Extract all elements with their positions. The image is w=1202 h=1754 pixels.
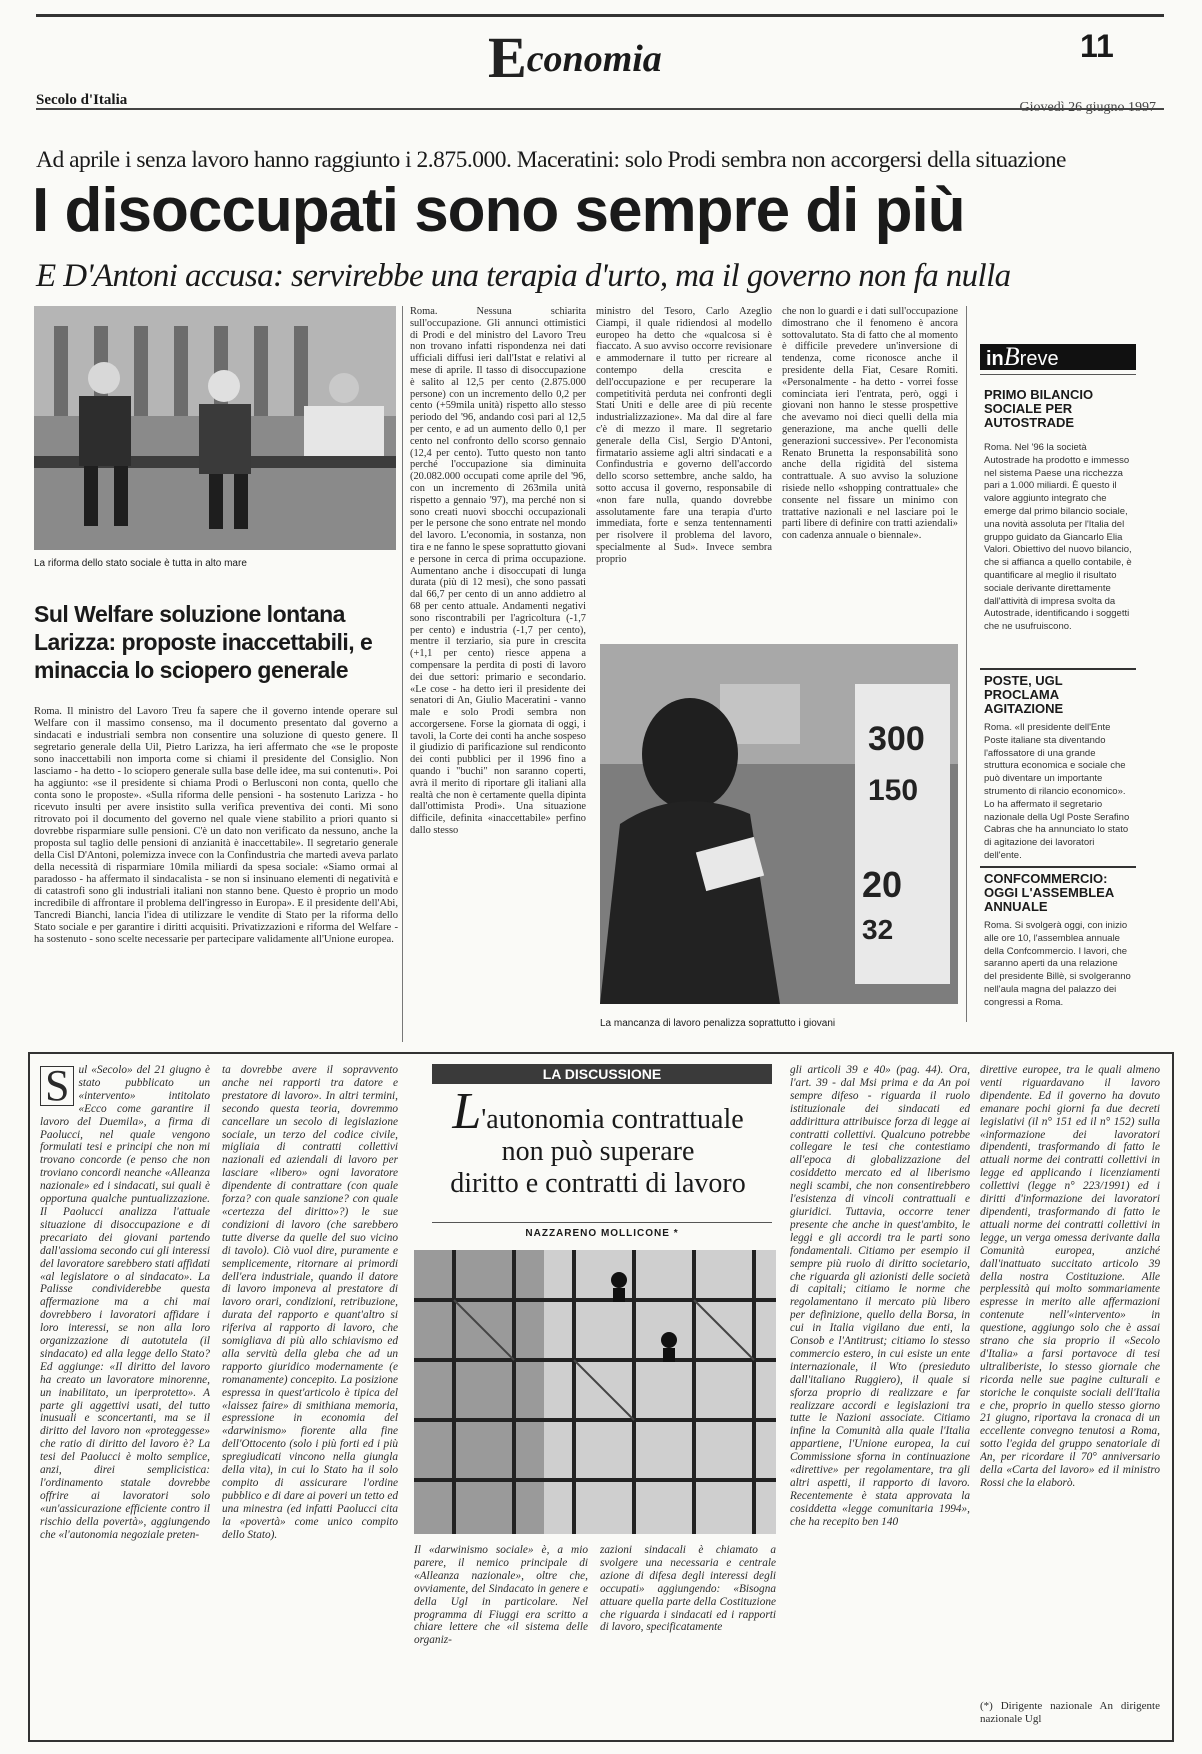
main-col-1: Roma. Nessuna schiarita sull'occupazione. Gli annunci ottimistici di Prodi e del ministro del Lavoro Treu non trovano infatti rispondenza nei dati ufficiali diffusi ieri dall'Istat e relativi al mese di aprile. Il tasso di disoccupazione è salito al 12,5 per cento (2.875.000 persone) con un incremento dello 0,2 per cento (+59mila unità) rispetto allo stesso periodo del '96, andando così pari al 12,5 per cento, e ad un aumento dello 0,1 per cento nel confronto dello scorso gennaio (12,4 per cento). Tutto questo non tanto perché l'occupazione sia diminuita (20.082.000 occupati come aprile del '96, con un incremento di 263mila unità rispetto a gennaio '97), ma perché non si sono creati nuovi sbocchi occupazionali per le persone che sono entrate nel mondo del lavoro. L'economia, in sostanza, non tira e ne fanno le spese soprattutto giovani e persone in cerca di prima occupazione. Aumentano anche i disoccupati di lunga durata (più di 12 mesi), che sono passati dal 66,7 per cento di un anno addietro al 68 per cento attuale. Andamenti negativi sono riscontrabili per l'agricoltura (-1,7 per cento) e industria (-1,7 per cento), mentre il terziario, sia pure in crescita (+1,1 per cento) riesce appena a compensare la perdita di posti di lavoro dei due settori: primario e secondario. «Le cose - ha detto ieri il presidente dei senatori di An, Giulio Maceratini - vanno male e solo Prodi sembra non accorgersene. Forse la giornata di oggi, i tavoli, la Corte dei conti ha anche sospeso il giudizio di parificazione sul rendiconto dei conti pubblici per il 1996 fino a quando i "buchi" non saranno coperti, avrà il merito di riportare gli italiani alla realtà che non è certamente quella dipinta dall'ottimista Prodi». Una situazione difficile, definita «inaccettabile» perfino dallo stesso <box>410 306 586 837</box>
in-breve-b: B <box>1003 342 1020 371</box>
kicker: Ad aprile i senza lavoro hanno raggiunto i 2.875.000. Maceratini: solo Prodi sembra non accorgersi della situazione <box>36 147 1066 173</box>
discussion-footnote: (*) Dirigente nazionale An dirigente nazionale Ugl <box>980 1700 1160 1725</box>
header-rule <box>36 108 1164 110</box>
photo2-caption: La mancanza di lavoro penalizza soprattutto i giovani <box>600 1018 836 1029</box>
discussion-title-rule <box>432 1222 772 1223</box>
brief-body-3: Roma. Si svolgerà oggi, con inizio alle ore 10, l'assemblea annuale della Confcommercio. I lavori, che saranno aperti da una relazione del presidente Billè, si svolgeranno nell'aula magna del palazzo dei congressi a Roma. <box>984 920 1131 1008</box>
discussion-col-3b: zazioni sindacali è chiamato a svolgere una necessaria e centrale azione di difesa degli interessi degli occupati» aggiungendo: «Bisogna attuare quella parte della Costituzione che riguarda i sindacati ed i rapporti di lavoro, specificatamente <box>600 1544 776 1634</box>
in-breve-in: in <box>986 348 1004 370</box>
discussion-banner: LA DISCUSSIONE <box>432 1064 772 1084</box>
kiosk-number-4: 32 <box>862 914 894 945</box>
kiosk-number-3: 20 <box>862 864 903 905</box>
headline: I disoccupati sono sempre di più <box>32 176 965 245</box>
discussion-col-5: direttive europee, tra le quali almeno venti riguardavano il lavoro dipendente. Ed il governo ha dovuto emanare pochi giorni fa due decreti legislativi (il n° 151 ed il n° 152) sulla «informazione dei lavoratori dipendenti, trasformando di fatto le attuali norme dei contratti collettivi in legge ed applicando i licenziamenti collettivi (legge n° 223/1991) ed i diritti d'informazione dei lavoratori dipendenti, trasformando di fatto le attuali norme dei contratti collettivi in legge, un verga omessa derivante dalla Comunità europea, anziché dall'inattuato succitato articolo 39 della nostra Costituzione. Alle perplessità qui molto sommariamente espresse in merito alle affermazioni contenute nell'«intervento» in questione, aggiungo solo che è assai strano che sia proprio il «Secolo d'Italia» a farsi portavoce di tesi ultraliberiste, lo stesso giornale che ricorda nelle sue pagine culturali e storiche le conquiste sociali dell'Italia e che, proprio in quello stesso giorno 21 giugno, riportava la cronaca di un eccellente convegno tenutosi a Roma, sotto l'egida del gruppo senatoriale di An, per ricordare il 70° anniversario della «Carta del lavoro» ed il ministro Rossi che la elaborò. <box>980 1064 1160 1489</box>
header-date: Giovedì 26 giugno 1997 <box>1019 100 1156 115</box>
scaffolding-illustration <box>414 1250 776 1534</box>
photo-scaffolding <box>414 1250 776 1534</box>
welfare-body: Roma. Il ministro del Lavoro Treu fa sapere che il governo intende operare sul Welfare con il massimo consenso, ma il documento presentato dal governo a sindacati e industriali sembra non consentire una soluzione di questo genere. Il segretario generale della Uil, Pietro Larizza, ha ieri affermato che «se le proposte sono inaccettabili non importa come si chiami il presidente del Consiglio. Non lasciamo - ha detto - lo sciopero generale sulla base delle idee, ma sui contenuti». Poi ha aggiunto: «se il presidente si chiama Prodi o Berlusconi non conta, quello che conta sono le proposte». «Sulla riforma delle pensioni - ha sostenuto Larizza - ho ricevuto insulti per avere insistito sulla verifica preventiva dei conti. Mi sono ritrovato poi il documento del governo nel quale viene stabilito a priori quanto si dovrebbe risparmiare sulle pensioni. C'è un dato non verificato da nessuno, anche la proposta sul taglio delle pensioni di anzianità è inaccettabile». Il segretario generale della Cisl D'Antoni, polemizza invece con la Confindustria che martedì aveva parlato della necessità di risparmiare 10mila miliardi da spesa sociale: «Siamo ormai al paradosso - ha affermato il sindacalista - se non si insinuano elementi di negatività e di catastrofi sono gli industriali italiani non stanno bene. Questo è proprio un modo incredibile di affrontare il problema dell'ingresso in Europa». E il presidente dell'Abi, Tancredi Bianchi, lancia l'idea di utilizzare le vendite di Stato per la riforma dello Stato sociale e per garantire i diritti acquisiti. Privatizzazioni e riforma del Welfare - ha sostenuto - sono scelte necessarie per partecipare validamente all'Unione europea. <box>34 706 398 945</box>
discussion-title-line1: 'autonomia contrattuale <box>481 1104 744 1135</box>
discussion-col-1 <box>40 1064 210 1736</box>
youth-newsstand-illustration <box>600 644 958 1004</box>
discussion-title-line2: non può superare <box>501 1136 695 1167</box>
column-rule <box>402 306 403 1042</box>
brief-title-3: CONFCOMMERCIO: OGGI L'ASSEMBLEA ANNUALE <box>984 871 1114 914</box>
discussion-author: NAZZARENO MOLLICONE * <box>525 1228 679 1239</box>
brief-divider <box>980 668 1136 670</box>
discussion-col-3a: Il «darwinismo sociale» è, a mio parere, il nemico principale di «Alleanza nazionale», oltre che, ovviamente, del Sindacato in genere e della Ugl in particolare. Nel programma di Fiuggi era scritto a chiare lettere che «il sistema delle organiz- <box>414 1544 588 1647</box>
brief-body-1: Roma. Nel '96 la società Autostrade ha prodotto e immesso nel sistema Paese una ricchezza pari a 1.000 miliardi. È questo il valore aggiunto integrato che emerge dal primo bilancio sociale, una novità assoluta per l'Italia del gruppo guidato da Giancarlo Elia Valori. Obiettivo del nuovo bilancio, che si affianca a quello contabile, è quantificare al meglio il risultato sociale derivante direttamente dall'attività di impresa svolta da Autostrade, identificando i soggetti che ne usufruiscono. <box>984 442 1132 633</box>
main-col-2: ministro del Tesoro, Carlo Azeglio Ciampi, il quale ridiendosi al modello europeo ha detto che «qualcosa si è fiaccato. A suo avviso occorre revisionare e ammodernare il tutto per ricreare al contempo della crescita e dell'occupazione e per recuperare la competitività perduta nei confronti degli Stati Uniti e delle aree di più recente industrializzazione». Ma dal dire al fare c'è di mezzo il mare. Il segretario generale della Cisl, Sergio D'Antoni, firmatario assieme agli altri sindacati e a Confindustria e governo dell'accordo dello scorso settembre, anche saldo, ha sotto accusa il governo, responsabile di «non fare nulla, quando dovrebbe assolutamente fare una terapia d'urto immediata, forte e senza tentennamenti per risolvere il problema del lavoro, specialmente al Sud». Invece sembra proprio <box>596 306 772 565</box>
newspaper-name: Secolo d'Italia <box>36 92 128 108</box>
brief-body-2: Roma. «Il presidente dell'Ente Poste italiane sta diventando l'affossatore di una grande struttura economica e sociale che può diventare un importante strumento di rilancio economico». Lo ha affermato il segretario nazionale della Ugl Poste Serafino Cabras che ha annunciato lo stato di agitazione dei lavoratori dell'ente. <box>984 722 1130 861</box>
discussion-title-line3: diritto e contratti di lavoro <box>450 1168 746 1199</box>
in-breve-rule <box>980 374 1136 375</box>
welfare-headline: Sul Welfare soluzione lontana Larizza: proposte inaccettabili, e minaccia lo sciopero generale <box>34 601 373 683</box>
page-number: 11 <box>1080 28 1114 64</box>
in-breve-box <box>980 344 1136 370</box>
discussion-col-4: gli articoli 39 e 40» (pag. 44). Ora, l'art. 39 - dal Msi prima e da An poi sempre difeso - riguarda il ruolo istituzionale dei sindacati ed addirittura attribuisce forza di legge ai contratti collettivi. Qualcuno potrebbe collegare le tesi che contestiamo all'epoca di globalizzazione del cosiddetto mercato ed al liberismo negli scambi, che non consentirebbero l'esistenza di vincoli contrattuali e giuridici. Tuttavia, occorre tener presente che anche in quest'ambito, le leggi e gli accordi tra le parti sono fondamentali. Citiamo per esempio il sempre più ruolo di diritto societario, che riguarda gli azionisti delle società di capitali; citiamo le norme che regolamentano il mercato più libero per definizione, quello della Borsa, in cui in Italia vigilano due enti, la Consob e l'Antitrust; citiamo lo stesso commercio estero, in cui esiste un ente internazionale, il Wto (presieduto dall'italiano Ruggiero), il quale si sforza proprio di realizzare e far realizzare accordi e legislazioni tra tutte le Nazioni associate. Citiamo infine la Comunità alla quale l'Italia appartiene, l'Unione europea, la cui Commissione sforna in continuazione «direttive» per regolamentare, tra gli altri aspetti, il rapporto di lavoro. Recentemente è stata approvata la cosiddetta «legge comunitaria 1994», che ha recepito ben 140 <box>790 1064 970 1528</box>
section-title <box>488 25 662 90</box>
photo1-caption: La riforma dello stato sociale è tutta in alto mare <box>34 558 247 569</box>
discussion-col-1-text: ul «Secolo» del 21 giugno è stato pubblicato un «intervento» intitolato «Ecco come garantire il lavoro del Duemila», a firma di Paolucci, nel quale vengono formulati tesi e principi che non mi trovano concorde (e penso che non troviano concordi neanche «Alleanza nazionale» ed i sindacati, sui quali è opportuna qualche puntualizzazione. Il Paolucci analizza l'attuale situazione di disoccupazione e di precariato dei giovani partendo dall'assioma secondo cui gli interessi del lavoratore sarebbero stati affidati «al legislatore o al sindacato». La Palisse condividerebbe questa affermazione ma a chi mai dovrebbero i lavoratori affidare i loro interessi, se non alla loro organizzazione di autotutela (il sindacato) ed alla legge dello Stato? Ed aggiunge: «Il diritto del lavoro ha creato un lavoratore minorenne, un inabilitato, un iperprotetto». A parte gli aggettivi usati, del tutto inusuali e sconcertanti, ma se il diritto del lavoro non «proteggesse» che ratio di diritto del lavoro è? La tesi del Paolucci è molto semplice, anzi, direi semplicistica: l'ordinamento statale dovrebbe offrire ai lavoratori solo «un'assicurazione efficiente contro il rischio della povertà», aggiungendo che «l'autonomia negoziale preten- <box>40 1064 210 1541</box>
discussion-col-2: ta dovrebbe avere il sopravvento anche nei rapporti tra datore e prestatore di lavoro». In altri termini, secondo questa teoria, dovremmo cancellare un secolo di legislazione sociale, un terzo del codice civile, migliaia di contratti collettivi nazionali ed aziendali di lavoro per lasciare «libero» ogni lavoratore dipendente di contrattare (con quale forza? con quale sanzione? con quale «certezza del diritto»?) le sue condizioni di lavoro (che sarebbero tutte diverse da quelle del suo vicino di tavolo). Ciò vuol dire, puramente e semplicemente, ritornare ai primordi dell'era industriale, quando il datore di lavoro imponeva al prestatore di lavoro orari, condizioni, retribuzione, durata del rapporto e quant'altro si riferiva al rapporto di lavoro, che somigliava di più allo schiavismo ed alla servitù della gleba che ad un rapporto giuridico modernamente (e romanamente) concepito. La posizione espressa in quest'articolo è tipica del «laissez faire» di smithiana memoria, espressione in economia del «darwinismo» fiorente alla fine dell'Ottocento (solo i più forti ed i più spregiudicati vincono nella giungla della vita), in cui lo Stato ha il solo compito di assicurare l'ordine pubblico e di dare ai poveri un tetto ed una minestra (ed infatti Paolucci cita la «povertà» come unico compito dello Stato). <box>222 1064 398 1541</box>
column-rule <box>966 306 967 1022</box>
kiosk-number-1: 300 <box>868 720 925 758</box>
subheadline: E D'Antoni accusa: servirebbe una terapia d'urto, ma il governo non fa nulla <box>36 258 1011 294</box>
section-initial: E <box>488 25 527 90</box>
discussion-title <box>418 1083 778 1200</box>
brief-title-1: PRIMO BILANCIO SOCIALE PER AUTOSTRADE <box>984 387 1094 430</box>
section-rest: conomia <box>526 38 662 80</box>
main-col-3: che non lo guardi e i dati sull'occupazione dimostrano che il fenomeno è ancora sottovalutato. Sta di fatto che al momento è difficile prevedere un'inversione di tendenza, come riconosce anche il presidente della Fiat, Cesare Romiti. «Personalmente - ha detto - vorrei fosse cominciata ieri l'entrata, però, oggi i giovani non hanno le stesse prospettive che avevamo noi dieci quelli della mia generazione, ma anche quelli delle generazioni successive». Per l'economista Renato Brunetta la responsabilità sono anche della rigidità del sistema contrattuale. A suo avviso la soluzione risiede nello «shopping contrattuale» che consente nel fissare un minimo con trattative nazionali e nel lasciare poi le parti libere di definire con tratti aziendali» con cadenza annuale o biennale». <box>782 306 958 542</box>
brief-divider <box>980 866 1136 868</box>
brief-title-2: POSTE, UGL PROCLAMA AGITAZIONE <box>984 673 1064 716</box>
kiosk-number-2: 150 <box>868 774 919 807</box>
photo-youth-newsstand <box>600 644 958 1004</box>
elderly-men-illustration <box>34 306 396 550</box>
discussion-title-initial: L <box>452 1083 482 1140</box>
discussion-dropcap: S <box>40 1066 74 1106</box>
in-breve-rest: reve <box>1019 348 1059 370</box>
photo-elderly-men <box>34 306 396 550</box>
top-rule <box>36 14 1164 17</box>
